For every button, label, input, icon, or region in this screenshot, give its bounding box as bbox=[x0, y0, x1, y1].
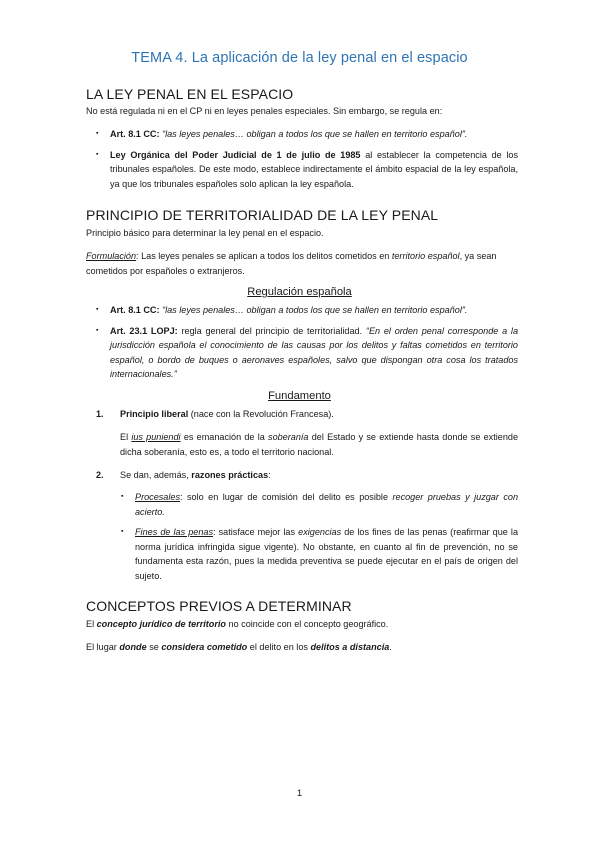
body-text: , ya sean cometidos por españoles o extranjeros. bbox=[86, 251, 497, 276]
bullet-icon: ▪ bbox=[96, 326, 99, 334]
page-number: 1 bbox=[296, 788, 303, 799]
body-text: (nace con la Revolución Francesa). bbox=[190, 409, 334, 419]
list-item bbox=[121, 525, 519, 583]
body-text: el delito en los bbox=[249, 642, 308, 652]
list-item bbox=[121, 490, 519, 519]
italic-text: “las leyes penales… obligan a todos los que se hallen en territorio español”. bbox=[162, 129, 468, 139]
body-text: se bbox=[149, 642, 159, 652]
italic-text: territorio español bbox=[391, 251, 460, 261]
bullet-icon: ▪ bbox=[121, 493, 124, 500]
item-number: 2. bbox=[96, 470, 104, 480]
bullet-icon: ▪ bbox=[96, 306, 99, 313]
bold-text: razones prácticas bbox=[191, 470, 269, 480]
numbered-item-1 bbox=[96, 407, 334, 422]
label-text: Procesales bbox=[135, 492, 180, 502]
body-text: : bbox=[268, 470, 271, 480]
bold-text: Art. 23.1 LOPJ: bbox=[110, 325, 178, 336]
item-number: 1. bbox=[96, 409, 104, 419]
body-text: El bbox=[86, 619, 95, 629]
body-text: no coincide con el concepto geográfico. bbox=[228, 619, 389, 629]
bold-text: Art. 8.1 CC: bbox=[110, 129, 160, 139]
paragraph-concepto-territorio bbox=[86, 617, 518, 632]
body-text: regla general del principio de territorialidad. bbox=[181, 325, 363, 336]
paragraph-intro: No está regulada ni en el CP ni en leyes penales especiales. Sin embargo, se regula en: bbox=[86, 106, 443, 116]
body-text: es emanación de la bbox=[183, 432, 265, 442]
bullet-icon: ▪ bbox=[96, 130, 99, 137]
body-text: : satisface mejor las bbox=[213, 527, 296, 538]
term-text: ius puniendi bbox=[131, 432, 181, 442]
body-text: del Estado y se extiende hasta donde se extiende dicha soberanía, esto es, a todo el territorio nacional. bbox=[120, 432, 519, 457]
heading-territorialidad: PRINCIPIO DE TERRITORIALIDAD DE LA LEY PENAL bbox=[86, 207, 439, 223]
italic-text: “En el orden penal corresponde a la jurisdicción española el conocimiento de las causas por los delitos y faltas cometidos en territorio español, o bordo de buques o aeronaves españoles, salvo que dispongan otra cosa los tratados internacionales.” bbox=[110, 325, 519, 380]
italic-text: “las leyes penales… obligan a todos los que se hallen en territorio español”. bbox=[162, 305, 468, 315]
paragraph-lugar-cometido bbox=[86, 640, 518, 655]
heading-conceptos-previos: CONCEPTOS PREVIOS A DETERMINAR bbox=[86, 598, 352, 614]
bullet-icon: ▪ bbox=[121, 528, 124, 536]
heading-ley-penal-espacio: LA LEY PENAL EN EL ESPACIO bbox=[86, 86, 294, 102]
italic-text: soberanía bbox=[268, 432, 309, 442]
label-text: Fines de las penas bbox=[135, 527, 214, 538]
bold-italic-text: delitos a distancia bbox=[310, 642, 390, 652]
list-regulacion-espanola bbox=[96, 303, 519, 388]
list-item bbox=[96, 148, 519, 192]
bold-italic-text: donde bbox=[119, 642, 147, 652]
body-text: El bbox=[120, 432, 129, 442]
body-text: : Las leyes penales se aplican a todos los delitos cometidos en bbox=[136, 251, 390, 261]
subheading-fundamento bbox=[0, 390, 599, 402]
numbered-item-2 bbox=[96, 468, 271, 483]
list-item bbox=[96, 127, 518, 142]
formulacion-label: Formulación bbox=[86, 251, 137, 261]
bold-italic-text: considera cometido bbox=[161, 642, 248, 652]
body-text: Se dan, además, bbox=[120, 470, 189, 480]
body-text: al establecer la competencia de los tribunales españoles. De este modo, establece indirectamente el ámbito espacial de la ley española, ya que los tribunales españoles solo aplican la ley española. bbox=[110, 149, 519, 189]
list-item bbox=[96, 303, 518, 318]
italic-text: recoger pruebas y juzgar con acierto. bbox=[135, 492, 519, 517]
body-text: El lugar bbox=[86, 642, 117, 652]
body-text: : solo en lugar de comisión del delito es posible bbox=[180, 492, 389, 502]
bold-text: Principio liberal bbox=[120, 409, 189, 419]
paragraph-formulacion bbox=[86, 249, 518, 278]
bullet-icon: ▪ bbox=[96, 150, 99, 158]
list-razones-practicas bbox=[121, 490, 519, 590]
document-title: TEMA 4. La aplicación de la ley penal en el espacio bbox=[131, 50, 468, 66]
paragraph-ius-puniendi bbox=[120, 430, 518, 459]
paragraph-principio: Principio básico para determinar la ley penal en el espacio. bbox=[86, 228, 324, 238]
italic-text: exigencias bbox=[298, 527, 342, 538]
list-item bbox=[96, 324, 519, 382]
body-text: de los fines de las penas (reafirmar que la norma jurídica infringida sigue vigente). No obstante, en cuanto al fin de prevención, no se fundamenta esta razón, pues la medida preventiva se puede ejecutar en el país de origen del sujeto. bbox=[135, 527, 519, 581]
body-text: . bbox=[389, 642, 392, 652]
subheading-text: Regulación española bbox=[247, 286, 352, 298]
bold-text: Art. 8.1 CC: bbox=[110, 305, 160, 315]
subheading-text: Fundamento bbox=[268, 390, 331, 402]
subheading-regulacion bbox=[0, 286, 599, 298]
list-regulacion bbox=[96, 127, 519, 197]
bold-text: Ley Orgánica del Poder Judicial de 1 de julio de 1985 bbox=[110, 149, 361, 160]
bold-italic-text: concepto jurídico de territorio bbox=[96, 619, 226, 629]
